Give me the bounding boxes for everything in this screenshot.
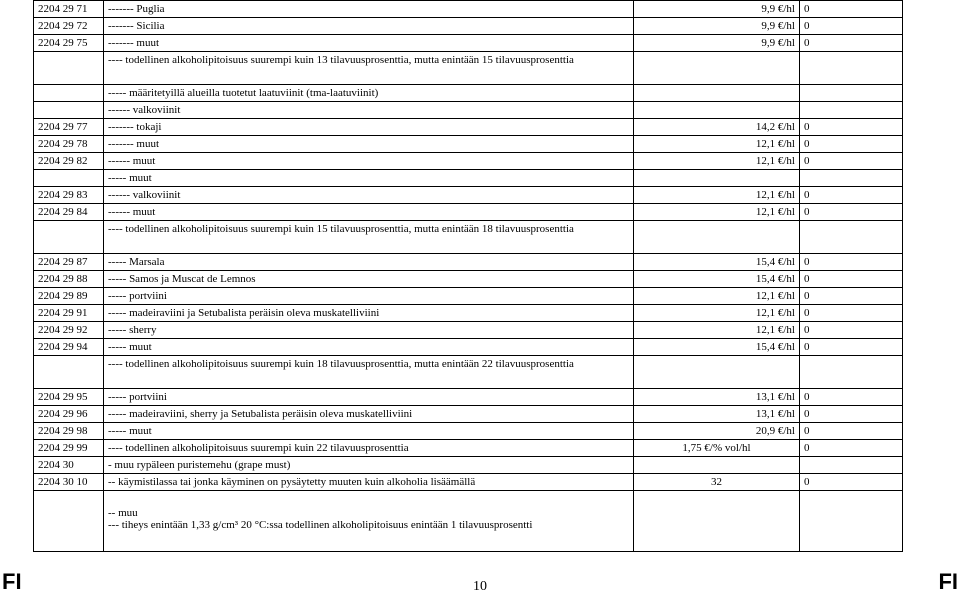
description: ------- muut <box>104 35 634 52</box>
table-row <box>34 457 903 474</box>
duty-value <box>800 356 903 389</box>
duty-value: 0 <box>800 423 903 440</box>
table-row <box>34 119 903 136</box>
duty-value: 0 <box>800 136 903 153</box>
duty-value: 0 <box>800 1 903 18</box>
table-row <box>34 35 903 52</box>
cn-code: 2204 29 82 <box>34 153 104 170</box>
table-row <box>34 52 903 85</box>
duty-value: 0 <box>800 474 903 491</box>
description: ------ muut <box>104 153 634 170</box>
duty-value: 0 <box>800 204 903 221</box>
cn-code: 2204 29 92 <box>34 322 104 339</box>
cn-code <box>34 170 104 187</box>
table-row <box>34 423 903 440</box>
footer-language-right: FI <box>938 569 958 594</box>
duty-rate <box>634 102 800 119</box>
duty-rate: 13,1 €/hl <box>634 389 800 406</box>
duty-rate: 9,9 €/hl <box>634 35 800 52</box>
table-row <box>34 440 903 457</box>
description: ----- muut <box>104 339 634 356</box>
table-row <box>34 18 903 35</box>
duty-value <box>800 52 903 85</box>
description: ----- muut <box>104 170 634 187</box>
description: ----- määritetyillä alueilla tuotetut laatuviinit (tma-laatuviinit) <box>104 85 634 102</box>
duty-rate <box>634 221 800 254</box>
cn-code: 2204 29 96 <box>34 406 104 423</box>
table-row <box>34 474 903 491</box>
duty-rate: 12,1 €/hl <box>634 153 800 170</box>
description: ----- sherry <box>104 322 634 339</box>
duty-rate <box>634 52 800 85</box>
table-row <box>34 271 903 288</box>
cn-code: 2204 29 78 <box>34 136 104 153</box>
description: ------ valkoviinit <box>104 187 634 204</box>
description: ----- Marsala <box>104 254 634 271</box>
cn-code <box>34 356 104 389</box>
table-row <box>34 254 903 271</box>
table-row <box>34 153 903 170</box>
description: ------ muut <box>104 204 634 221</box>
cn-code: 2204 29 87 <box>34 254 104 271</box>
table-row <box>34 102 903 119</box>
description: ---- todellinen alkoholipitoisuus suurempi kuin 13 tilavuusprosenttia, mutta enintään 15 tilavuusprosenttia <box>104 52 634 85</box>
cn-code: 2204 29 71 <box>34 1 104 18</box>
duty-value <box>800 102 903 119</box>
duty-rate: 12,1 €/hl <box>634 305 800 322</box>
description: ------- Puglia <box>104 1 634 18</box>
description: ---- todellinen alkoholipitoisuus suurempi kuin 22 tilavuusprosenttia <box>104 440 634 457</box>
description: ------- tokaji <box>104 119 634 136</box>
table-row <box>34 85 903 102</box>
duty-value: 0 <box>800 271 903 288</box>
footer-language-left: FI <box>2 569 22 594</box>
duty-value: 0 <box>800 406 903 423</box>
table-row <box>34 187 903 204</box>
duty-rate: 12,1 €/hl <box>634 288 800 305</box>
table-row <box>34 221 903 254</box>
cn-code: 2204 29 99 <box>34 440 104 457</box>
cn-code: 2204 29 94 <box>34 339 104 356</box>
duty-value: 0 <box>800 18 903 35</box>
duty-value: 0 <box>800 440 903 457</box>
description: ------- muut <box>104 136 634 153</box>
table-row <box>34 204 903 221</box>
cn-code: 2204 29 88 <box>34 271 104 288</box>
cn-code <box>34 102 104 119</box>
description: -- muu --- tiheys enintään 1,33 g/cm³ 20 °C:ssa todellinen alkoholipitoisuus enintään 1 tilavuusprosentti <box>104 491 634 552</box>
cn-code <box>34 491 104 552</box>
duty-rate: 14,2 €/hl <box>634 119 800 136</box>
duty-rate <box>634 491 800 552</box>
cn-code: 2204 29 84 <box>34 204 104 221</box>
description: ---- todellinen alkoholipitoisuus suurempi kuin 15 tilavuusprosenttia, mutta enintään 18 tilavuusprosenttia <box>104 221 634 254</box>
table-row <box>34 305 903 322</box>
cn-code: 2204 29 77 <box>34 119 104 136</box>
table-row <box>34 322 903 339</box>
table-row <box>34 339 903 356</box>
duty-value: 0 <box>800 339 903 356</box>
duty-rate <box>634 356 800 389</box>
table-row <box>34 288 903 305</box>
duty-value: 0 <box>800 153 903 170</box>
description: ----- portviini <box>104 389 634 406</box>
table-row <box>34 170 903 187</box>
description: ----- muut <box>104 423 634 440</box>
cn-code: 2204 29 95 <box>34 389 104 406</box>
duty-value <box>800 170 903 187</box>
cn-code: 2204 29 89 <box>34 288 104 305</box>
description: ------ valkoviinit <box>104 102 634 119</box>
table-row <box>34 1 903 18</box>
duty-rate: 13,1 €/hl <box>634 406 800 423</box>
table-row <box>34 491 903 552</box>
cn-code: 2204 30 <box>34 457 104 474</box>
cn-code: 2204 29 83 <box>34 187 104 204</box>
table-row <box>34 356 903 389</box>
duty-rate: 15,4 €/hl <box>634 339 800 356</box>
table-row <box>34 406 903 423</box>
cn-code: 2204 29 98 <box>34 423 104 440</box>
duty-value: 0 <box>800 322 903 339</box>
description: ------- Sicilia <box>104 18 634 35</box>
duty-value: 0 <box>800 119 903 136</box>
duty-rate <box>634 170 800 187</box>
duty-value: 0 <box>800 35 903 52</box>
tariff-table-wrapper <box>33 0 902 552</box>
cn-code: 2204 29 72 <box>34 18 104 35</box>
duty-rate: 32 <box>634 474 800 491</box>
duty-rate: 12,1 €/hl <box>634 187 800 204</box>
cn-code: 2204 29 75 <box>34 35 104 52</box>
duty-value <box>800 221 903 254</box>
duty-value: 0 <box>800 305 903 322</box>
duty-rate <box>634 85 800 102</box>
cn-code <box>34 52 104 85</box>
table-row <box>34 136 903 153</box>
description: ----- portviini <box>104 288 634 305</box>
duty-rate: 12,1 €/hl <box>634 136 800 153</box>
duty-rate: 9,9 €/hl <box>634 1 800 18</box>
duty-rate: 1,75 €/% vol/hl <box>634 440 800 457</box>
duty-rate <box>634 457 800 474</box>
page-number: 10 <box>473 579 487 594</box>
duty-rate: 12,1 €/hl <box>634 322 800 339</box>
tariff-table <box>33 0 903 552</box>
duty-value <box>800 457 903 474</box>
cn-code <box>34 85 104 102</box>
duty-value: 0 <box>800 187 903 204</box>
description: ----- madeiraviini, sherry ja Setubalista peräisin oleva muskatelliviini <box>104 406 634 423</box>
duty-rate: 15,4 €/hl <box>634 271 800 288</box>
duty-value <box>800 491 903 552</box>
description: - muu rypäleen puristemehu (grape must) <box>104 457 634 474</box>
cn-code <box>34 221 104 254</box>
duty-rate: 12,1 €/hl <box>634 204 800 221</box>
table-row <box>34 389 903 406</box>
description: ---- todellinen alkoholipitoisuus suurempi kuin 18 tilavuusprosenttia, mutta enintään 22 tilavuusprosenttia <box>104 356 634 389</box>
duty-rate: 9,9 €/hl <box>634 18 800 35</box>
tariff-table-body <box>34 1 903 552</box>
duty-rate: 20,9 €/hl <box>634 423 800 440</box>
duty-value: 0 <box>800 389 903 406</box>
cn-code: 2204 30 10 <box>34 474 104 491</box>
cn-code: 2204 29 91 <box>34 305 104 322</box>
duty-value: 0 <box>800 288 903 305</box>
description: ----- Samos ja Muscat de Lemnos <box>104 271 634 288</box>
duty-rate: 15,4 €/hl <box>634 254 800 271</box>
description: -- käymistilassa tai jonka käyminen on pysäytetty muuten kuin alkoholia lisäämällä <box>104 474 634 491</box>
duty-value <box>800 85 903 102</box>
description: ----- madeiraviini ja Setubalista peräisin oleva muskatelliviini <box>104 305 634 322</box>
duty-value: 0 <box>800 254 903 271</box>
